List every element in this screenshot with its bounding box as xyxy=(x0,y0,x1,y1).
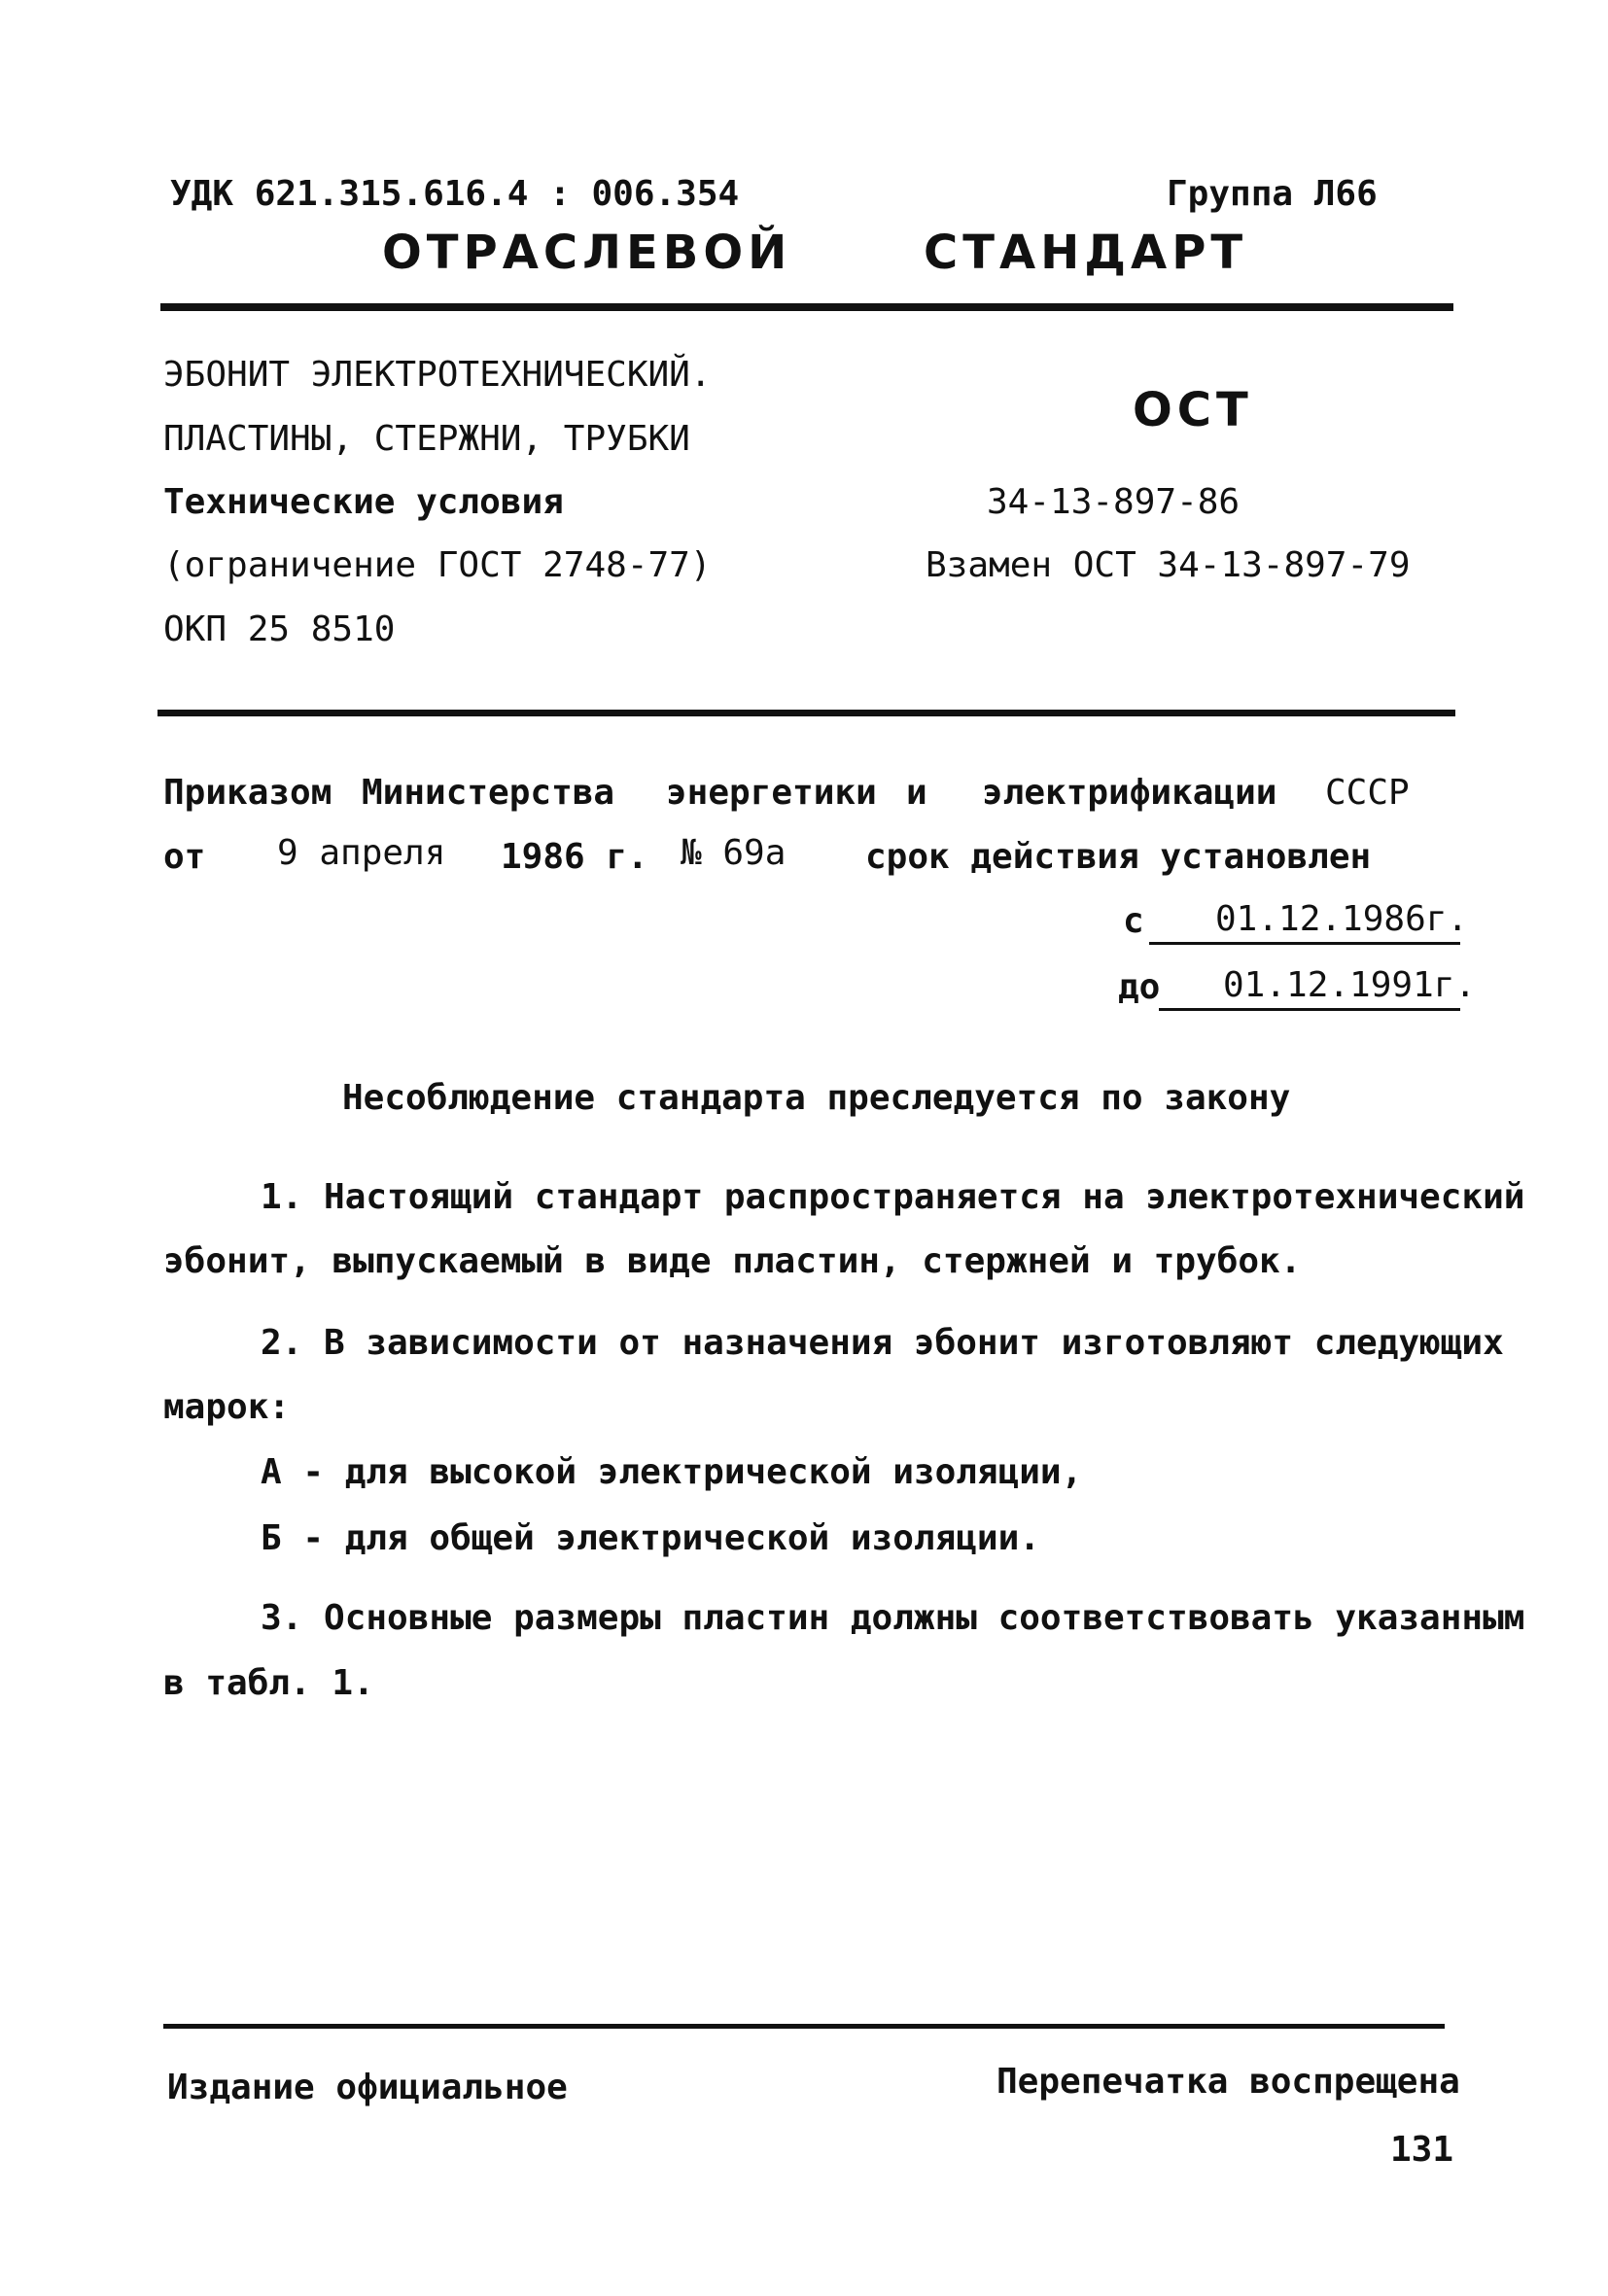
validity-from-label: с xyxy=(1123,901,1144,941)
page-number: 131 xyxy=(1390,2130,1454,2170)
product-okp: ОКП 25 8510 xyxy=(163,609,396,649)
udc-code: УДК 621.315.616.4 : 006.354 xyxy=(170,174,740,214)
title-right: СТАНДАРТ xyxy=(924,226,1248,280)
ost-label: ОСТ xyxy=(1133,383,1253,437)
clause-3-line-1: 3. Основные размеры пластин должны соответствовать указанным xyxy=(261,1598,1525,1638)
clause-2-line-1: 2. В зависимости от назначения эбонит изготовляют следующих xyxy=(261,1323,1504,1363)
order-word: энергетики xyxy=(666,773,877,813)
order-date: 9 апреля xyxy=(277,833,446,873)
order-word: и xyxy=(906,773,927,813)
order-number: № 69а xyxy=(681,833,787,873)
product-forms: ПЛАСТИНЫ, СТЕРЖНИ, ТРУБКИ xyxy=(163,419,690,459)
header-rule xyxy=(160,303,1453,311)
validity-from-underline xyxy=(1149,942,1460,945)
group-code: Группа Л66 xyxy=(1167,174,1378,214)
order-ot: от xyxy=(163,837,206,877)
ost-replaces: Взамен ОСТ 34-13-897-79 xyxy=(926,545,1411,585)
order-year: 1986 г. xyxy=(501,837,648,877)
clause-3-line-2: в табл. 1. xyxy=(163,1663,374,1703)
order-word: Министерства xyxy=(362,773,615,813)
product-name: ЭБОНИТ ЭЛЕКТРОТЕХНИЧЕСКИЙ. xyxy=(163,355,712,395)
clause-1-line-1: 1. Настоящий стандарт распространяется на электротехнический xyxy=(261,1177,1525,1217)
title-left: ОТРАСЛЕВОЙ xyxy=(382,226,792,280)
grade-b: Б - для общей электрической изоляции. xyxy=(261,1518,1040,1558)
product-spec-type: Технические условия xyxy=(163,482,564,522)
order-word: электрификации xyxy=(982,773,1277,813)
block-rule xyxy=(157,710,1455,716)
clause-2-line-2: марок: xyxy=(163,1387,291,1427)
footer-rule xyxy=(163,2024,1445,2029)
validity-to-date: 01.12.1991г. xyxy=(1223,965,1477,1005)
ost-number: 34-13-897-86 xyxy=(987,482,1241,522)
legal-notice: Несоблюдение стандарта преследуется по закону xyxy=(342,1078,1291,1118)
order-word: Приказом xyxy=(163,773,332,813)
grade-a: А - для высокой электрической изоляции, xyxy=(261,1452,1083,1492)
validity-from-date: 01.12.1986г. xyxy=(1215,899,1469,939)
validity-label: срок действия установлен xyxy=(865,837,1372,877)
validity-to-underline xyxy=(1159,1008,1460,1011)
clause-1-line-2: эбонит, выпускаемый в виде пластин, стержней и трубок. xyxy=(163,1241,1302,1281)
official-edition: Издание официальное xyxy=(167,2068,568,2107)
order-word: СССР xyxy=(1325,773,1410,813)
validity-to-label: до xyxy=(1118,967,1161,1007)
product-restriction: (ограничение ГОСТ 2748-77) xyxy=(163,545,712,585)
reprint-forbidden: Перепечатка воспрещена xyxy=(996,2062,1460,2102)
